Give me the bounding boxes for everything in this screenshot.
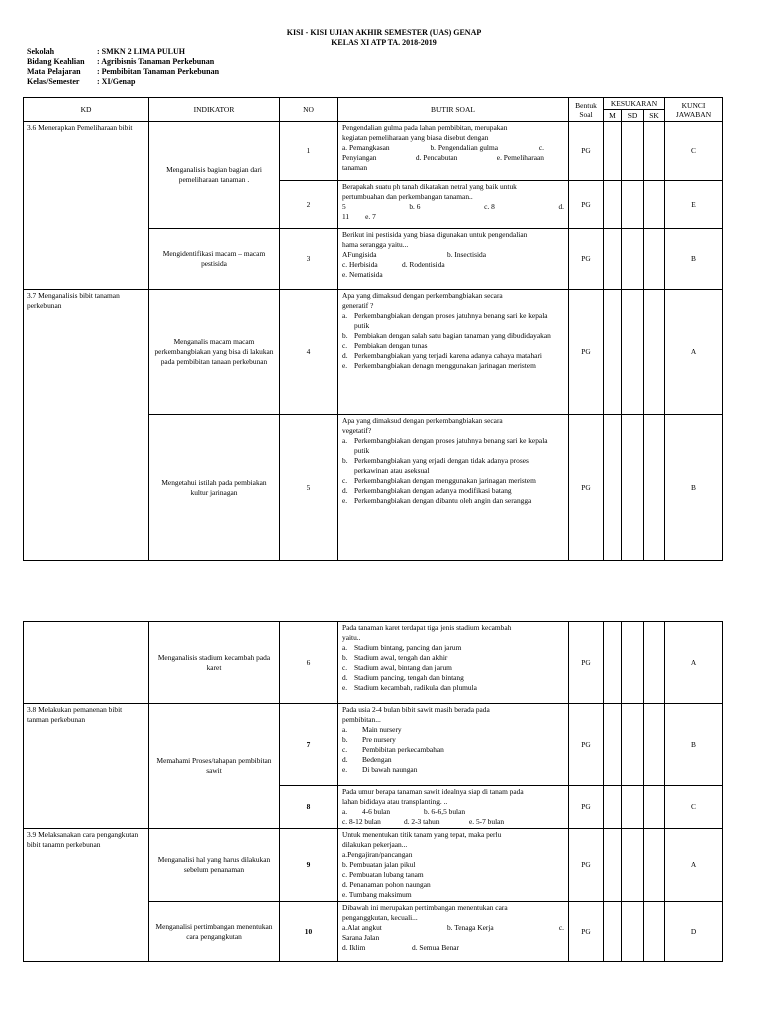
kd-cell: 3.9 Melaksanakan cara pengangkutan bibit tanamn perkebunan — [24, 829, 149, 962]
option-letter: e. — [342, 683, 348, 692]
option — [342, 311, 564, 331]
option-text: Pre nursery — [362, 735, 396, 744]
doc-subtitle: KELAS XI ATP TA. 2018-2019 — [331, 38, 437, 47]
option-letter: e. — [342, 765, 348, 774]
option — [342, 351, 564, 361]
kd-cell: 3.6 Menerapkan Pemeliharaan bibit — [24, 122, 149, 290]
option — [342, 643, 564, 653]
option-letter: d. — [342, 486, 348, 495]
option — [342, 486, 564, 496]
option — [342, 765, 564, 775]
question-text: Untuk menentukan titik tanam yang tepat, maka perlu — [342, 830, 502, 839]
option — [342, 755, 564, 765]
option-text: Perkembangbiakan dengan menggunakan jarinagan meristem — [354, 476, 536, 485]
sk-cell — [644, 829, 665, 902]
option-letter: d. — [342, 673, 348, 682]
sk-cell — [644, 786, 665, 829]
option-text: Di bawah naungan — [362, 765, 418, 774]
question-text: Pada usia 2-4 bulan bibit sawit masih berada pada — [342, 705, 490, 714]
grid-table-2 — [23, 621, 723, 962]
question-cell — [338, 122, 569, 181]
table-row — [24, 829, 723, 902]
option: b. Insectisida — [447, 250, 486, 259]
option-text: Perkembangbiakan dengan proses jatuhnya benang sari ke kepala putik — [354, 311, 548, 330]
sd-cell — [622, 290, 644, 415]
option: 11 — [342, 212, 350, 221]
option — [342, 331, 564, 341]
option-line — [342, 153, 564, 163]
option: c. — [558, 923, 564, 932]
sk-cell — [644, 229, 665, 290]
indikator-cell: Menganalisis stadium kecambah pada karet — [149, 622, 280, 704]
option: d. 2-3 tahun — [404, 817, 440, 826]
question-text: Berikut ini pestisida yang biasa digunakan untuk pengendalian — [342, 230, 528, 239]
m-cell — [604, 290, 622, 415]
option: c. Pembuatan lubang tanam — [342, 870, 424, 879]
kd-cell: 3.7 Menganalisis bibit tanaman perkebunan — [24, 290, 149, 561]
option-letter: c. — [342, 476, 348, 485]
question-text: hama serangga yaitu... — [342, 240, 409, 249]
question-text: lahan bididaya atau transplanting. .. — [342, 797, 448, 806]
question-cell — [338, 415, 569, 561]
meta-key: Sekolah — [27, 47, 55, 56]
option-letter: b. — [342, 331, 348, 340]
option-text: Perkembangbiakan dengan adanya modifikasi batang — [354, 486, 512, 495]
m-cell — [604, 829, 622, 902]
meta-value: : XI/Genap — [97, 77, 136, 86]
no-cell: 1 — [280, 122, 338, 181]
option — [342, 745, 564, 755]
option: Sarana Jalan — [342, 933, 380, 942]
sd-cell — [622, 829, 644, 902]
meta-row — [27, 47, 219, 57]
m-cell — [604, 786, 622, 829]
sd-cell — [622, 415, 644, 561]
sd-cell — [622, 122, 644, 181]
kunci-cell: D — [665, 902, 723, 962]
sd-cell — [622, 622, 644, 704]
option: c. 8-12 bulan — [342, 817, 381, 826]
option: e. Tumbang maksimum — [342, 890, 412, 899]
question-text: Apa yang dimaksud dengan perkembangbiakan secara — [342, 416, 503, 425]
no-cell: 2 — [280, 181, 338, 229]
question-cell — [338, 786, 569, 829]
question-text: penganggkutan, kecuali... — [342, 913, 418, 922]
sk-cell — [644, 902, 665, 962]
question-text: kegiatan pemeliharaan yang biasa disebut dengan — [342, 133, 489, 142]
col-butir-soal: BUTIR SOAL — [338, 98, 569, 122]
bentuk-cell: PG — [569, 229, 604, 290]
option — [342, 725, 564, 735]
option: b. Pembuatan jalan pikul — [342, 860, 416, 869]
question-text: pembibitan... — [342, 715, 381, 724]
no-cell: 10 — [280, 902, 338, 962]
col-indikator: INDIKATOR — [149, 98, 280, 122]
option-letter: a. — [342, 311, 348, 320]
option-line — [342, 260, 564, 270]
col-kesukaran: KESUKARAN — [604, 98, 665, 110]
option-letter: c. — [342, 745, 348, 754]
m-cell — [604, 122, 622, 181]
option — [342, 456, 564, 476]
option-text: Main nursery — [362, 725, 402, 734]
kunci-cell: C — [665, 786, 723, 829]
option-text: Pembiakan dengan tunas — [354, 341, 428, 350]
option-letter: b. — [342, 735, 348, 744]
indikator-cell: Mengetahui istilah pada pembiakan kultur jarinagan — [149, 415, 280, 561]
option: a.Alat angkut — [342, 923, 382, 932]
option-line — [342, 250, 564, 260]
option — [342, 673, 564, 683]
table-row — [24, 122, 723, 181]
question-text: Dibawah ini merupakan pertimbangan menentukan cara — [342, 903, 508, 912]
sk-cell — [644, 181, 665, 229]
option-letter: a. — [342, 643, 348, 652]
question-cell — [338, 704, 569, 786]
question-cell — [338, 622, 569, 704]
option: b. Tenaga Kerja — [446, 923, 494, 932]
option — [342, 653, 564, 663]
kunci-cell: A — [665, 829, 723, 902]
option — [342, 341, 564, 351]
col-sk: SK — [644, 110, 665, 122]
meta-row — [27, 57, 219, 67]
option-text: Pembibitan perkecambahan — [362, 745, 444, 754]
option: c. Herbisida — [342, 260, 378, 269]
option-line — [342, 943, 564, 953]
kunci-cell: A — [665, 622, 723, 704]
sd-cell — [622, 181, 644, 229]
table-row — [24, 290, 723, 415]
meta-key: Bidang Keahlian — [27, 57, 85, 66]
sk-cell — [644, 290, 665, 415]
option-text: Stadium awal, bintang dan jarum — [354, 663, 452, 672]
option — [342, 663, 564, 673]
sk-cell — [644, 415, 665, 561]
option-text: Perkembangbiakan yang erjadi dengan tidak adanya proses perkawinan atau aseksual — [354, 456, 529, 475]
option: e. Pemeliharaan — [496, 153, 544, 162]
option: Penyiangan — [342, 153, 377, 162]
sk-cell — [644, 122, 665, 181]
option — [342, 436, 564, 456]
sd-cell — [622, 786, 644, 829]
bentuk-cell: PG — [569, 290, 604, 415]
option: b. 6-6,5 bulan — [424, 807, 466, 816]
option: d. Iklim — [342, 943, 366, 952]
option-text: Stadium kecambah, radikula dan plumula — [354, 683, 477, 692]
option-letter: d. — [342, 351, 348, 360]
option: a. — [342, 807, 348, 816]
option-text: Pembiakan dengan salah satu bagian tanaman yang dibudidayakan — [354, 331, 551, 340]
no-cell: 9 — [280, 829, 338, 902]
question-text: pertumbuahan dan perkembangan tanaman.. — [342, 192, 473, 201]
m-cell — [604, 229, 622, 290]
option-text: Perkembangbiakan denagn menggunakan jarinagan meristem — [354, 361, 536, 370]
option-text: Perkembangbiakan dengan dibantu oleh angin dan serangga — [354, 496, 532, 505]
option-line — [342, 923, 564, 933]
meta-key: Kelas/Semester — [27, 77, 80, 86]
indikator-cell: Menganalisi hal yang harus dilakukan sebelum penanaman — [149, 829, 280, 902]
option-text: Bedengan — [362, 755, 392, 764]
option — [342, 683, 564, 693]
question-cell — [338, 290, 569, 415]
option — [342, 361, 564, 371]
question-text: yaitu.. — [342, 633, 361, 642]
sd-cell — [622, 229, 644, 290]
option: e. Nematisida — [342, 270, 383, 279]
grid-table-1 — [23, 97, 723, 561]
option: 4-6 bulan — [362, 807, 391, 816]
option-letter: c. — [342, 663, 348, 672]
no-cell: 6 — [280, 622, 338, 704]
col-bentuk-soal: Bentuk Soal — [569, 98, 604, 122]
option: a.Pengajiran/pancangan — [342, 850, 413, 859]
bentuk-cell: PG — [569, 902, 604, 962]
option: tanaman — [342, 163, 368, 172]
option-line — [342, 212, 564, 222]
question-text: dilakukan pekerjaan... — [342, 840, 408, 849]
bentuk-cell: PG — [569, 415, 604, 561]
option — [342, 476, 564, 486]
doc-title: KISI - KISI UJIAN AKHIR SEMESTER (UAS) GENAP — [286, 28, 482, 37]
kunci-cell: B — [665, 415, 723, 561]
question-text: vegetatif? — [342, 426, 372, 435]
bentuk-cell: PG — [569, 786, 604, 829]
option: AFungisida — [342, 250, 377, 259]
school-info — [27, 47, 219, 87]
option — [342, 496, 564, 506]
meta-row — [27, 67, 219, 77]
option-text: Perkembangbiakan yang terjadi karena adanya cahaya matahari — [354, 351, 542, 360]
meta-value: : Agribisnis Tanaman Perkebunan — [97, 57, 215, 66]
sk-cell — [644, 704, 665, 786]
indikator-cell: Menganalisis bagian bagian dari pemeliharaan tanaman . — [149, 122, 280, 229]
option-letter: e. — [342, 496, 348, 505]
question-cell — [338, 829, 569, 902]
sd-cell — [622, 902, 644, 962]
option-letter: b. — [342, 653, 348, 662]
question-text: Pada tanaman karet terdapat tiga jenis stadium kecambah — [342, 623, 512, 632]
option: c. — [538, 143, 544, 152]
option: b. Pengendalian gulma — [430, 143, 498, 152]
m-cell — [604, 415, 622, 561]
option-line — [342, 202, 564, 212]
question-cell — [338, 181, 569, 229]
kd-cell — [24, 622, 149, 704]
bentuk-cell: PG — [569, 122, 604, 181]
option: d. Rodentisida — [402, 260, 445, 269]
option-text: Stadium awal, tengah dan akhir — [354, 653, 448, 662]
option: b. 6 — [409, 202, 421, 211]
kunci-cell: B — [665, 229, 723, 290]
question-text: Pada umur berapa tanaman sawit idealnya siap di tanam pada — [342, 787, 524, 796]
table-row — [24, 704, 723, 786]
indikator-cell: Menganalis macam macam perkembangbiakan yang bisa di lakukan pada pembibitan tanaan perkebunan — [149, 290, 280, 415]
meta-key: Mata Pelajaran — [27, 67, 81, 76]
no-cell: 8 — [280, 786, 338, 829]
option: d. — [558, 202, 564, 211]
meta-value: : Pembibitan Tanaman Perkebunan — [97, 67, 220, 76]
option-text: Stadium pancing, tengah dan bintang — [354, 673, 464, 682]
option-text: Stadium bintang, pancing dan jarum — [354, 643, 462, 652]
option-letter: e. — [342, 361, 348, 370]
kunci-cell: B — [665, 704, 723, 786]
option-line — [342, 807, 564, 817]
question-text: Pengendalian gulma pada lahan pembibitan, merupakan — [342, 123, 508, 132]
option: d. Pencabutan — [415, 153, 458, 162]
indikator-cell: Menganalisi pertimbangan menentukan cara pengangkutan — [149, 902, 280, 962]
option-letter: b. — [342, 456, 348, 465]
no-cell: 5 — [280, 415, 338, 561]
kd-cell: 3.8 Melakukan pemanenan bibit tanman perkebunan — [24, 704, 149, 829]
col-no: NO — [280, 98, 338, 122]
bentuk-cell: PG — [569, 704, 604, 786]
kunci-cell: A — [665, 290, 723, 415]
option-letter: d. — [342, 755, 348, 764]
option: c. 8 — [484, 202, 495, 211]
option-text: Perkembangbiakan dengan proses jatuhnya benang sari ke kepala putik — [354, 436, 548, 455]
option: e. 5-7 bulan — [469, 817, 505, 826]
bentuk-cell: PG — [569, 829, 604, 902]
option: e. 7 — [365, 212, 376, 221]
option: d. Penanaman pohon naungan — [342, 880, 431, 889]
question-cell — [338, 902, 569, 962]
no-cell: 3 — [280, 229, 338, 290]
no-cell: 4 — [280, 290, 338, 415]
question-text: generatif ? — [342, 301, 374, 310]
col-kunci-jawaban: KUNCI JAWABAN — [665, 98, 723, 122]
option: d. Semua Benar — [412, 943, 459, 952]
kunci-cell: C — [665, 122, 723, 181]
option-letter: a. — [342, 436, 348, 445]
m-cell — [604, 622, 622, 704]
option-letter: a. — [342, 725, 348, 734]
option-letter: c. — [342, 341, 348, 350]
table-row — [24, 622, 723, 704]
option — [342, 735, 564, 745]
col-sd: SD — [622, 110, 644, 122]
bentuk-cell: PG — [569, 181, 604, 229]
option: a. Pemangkasan — [342, 143, 390, 152]
meta-row — [27, 77, 219, 87]
indikator-cell: Memahami Proses/tahapan pembibitan sawit — [149, 704, 280, 829]
option-line — [342, 143, 564, 153]
question-cell — [338, 229, 569, 290]
bentuk-cell: PG — [569, 622, 604, 704]
kunci-cell: E — [665, 181, 723, 229]
m-cell — [604, 181, 622, 229]
no-cell: 7 — [280, 704, 338, 786]
option-line — [342, 817, 564, 827]
sk-cell — [644, 622, 665, 704]
m-cell — [604, 704, 622, 786]
m-cell — [604, 902, 622, 962]
question-text: Apa yang dimaksud dengan perkembangbiakan secara — [342, 291, 503, 300]
sd-cell — [622, 704, 644, 786]
col-kd: KD — [24, 98, 149, 122]
question-text: Berapakah suatu ph tanah dikatakan netral yang baik untuk — [342, 182, 517, 191]
option: 5 — [342, 202, 346, 211]
meta-value: : SMKN 2 LIMA PULUH — [97, 47, 185, 56]
indikator-cell: Mengidentifikasi macam – macam pestisida — [149, 229, 280, 290]
col-m: M — [604, 110, 622, 122]
